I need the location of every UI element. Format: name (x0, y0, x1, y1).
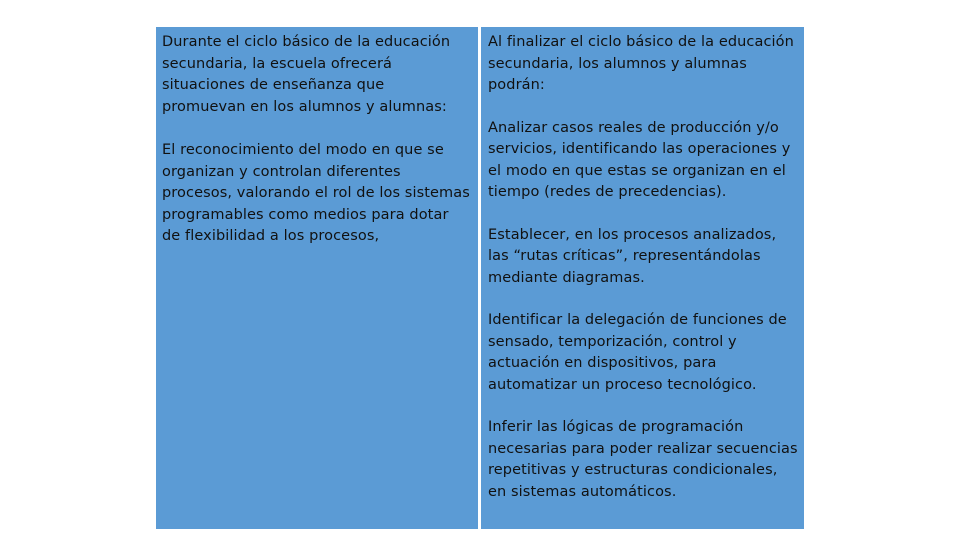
spacer (488, 396, 800, 417)
spacer (488, 289, 800, 310)
right-item-text: Establecer, en los procesos analizados, las “rutas críticas”, representándolas mediante diagramas. (488, 226, 777, 286)
left-column (156, 27, 478, 529)
spacer (488, 204, 800, 225)
spacer (488, 97, 800, 118)
content-table (156, 27, 804, 529)
left-intro-text: Durante el ciclo básico de la educación secundaria, la escuela ofrecerá situaciones de enseñanza que promuevan en los alumnos y alumnas: (162, 34, 451, 115)
left-item-text: El reconocimiento del modo en que se organizan y controlan diferentes procesos, valorando el rol de los sistemas programables como medios para dotar de flexibilidad a los procesos, (162, 142, 470, 244)
right-item-text: Identificar la delegación de funciones de sensado, temporización, control y actuación en dispositivos, para automatizar un proceso tecnológico. (488, 312, 787, 393)
right-item-text: Analizar casos reales de producción y/o servicios, identificando las operaciones y el modo en que estas se organizan en el tiempo (redes de precedencias). (488, 119, 791, 200)
right-column (481, 27, 804, 529)
right-item-text: Inferir las lógicas de programación necesarias para poder realizar secuencias repetitivas y estructuras condicionales, en sistemas automáticos. (488, 419, 798, 500)
spacer (162, 118, 474, 140)
right-intro-text: Al finalizar el ciclo básico de la educación secundaria, los alumnos y alumnas podrán: (488, 34, 794, 93)
